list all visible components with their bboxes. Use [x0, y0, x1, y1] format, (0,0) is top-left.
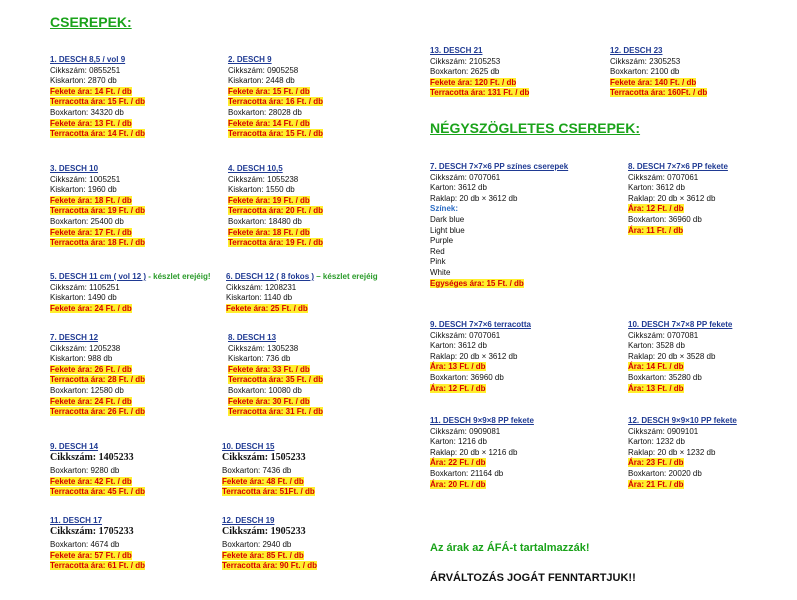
black-price: Fekete ára: 15 Ft. / db — [228, 86, 310, 96]
product-title[interactable]: 10. DESCH 15 — [222, 442, 275, 451]
price-box: Ára: 11 Ft. / db — [628, 225, 684, 235]
terracotta-price: Terracotta ára: 28 Ft. / db — [50, 375, 145, 385]
small-carton: Kiskarton: 1140 db — [226, 293, 293, 303]
article-number: Cikkszám: 1105251 — [50, 282, 120, 292]
box-carton: Boxkarton: 35280 db — [628, 372, 702, 382]
article-number: Cikkszám: 1005251 — [50, 174, 121, 184]
black-price-box: Fekete ára: 30 Ft. / db — [228, 396, 310, 406]
black-price: Fekete ára: 24 Ft. / db — [50, 303, 132, 313]
small-carton: Kiskarton: 2870 db — [50, 76, 117, 86]
color-item: Purple — [430, 236, 454, 246]
article-number: Cikkszám: 0707081 — [628, 330, 699, 340]
terracotta-price-box: Terracotta ára: 19 Ft. / db — [228, 238, 323, 248]
product-square-10-black — [628, 320, 732, 394]
stock-note: - készlet erejéig! — [146, 272, 211, 281]
unit-price: Egységes ára: 15 Ft. / db — [430, 278, 524, 288]
article-number: Cikkszám: 1505233 — [222, 451, 306, 463]
heading-negyszogletes: NÉGYSZÖGLETES CSEREPEK: — [430, 120, 641, 136]
terracotta-price: Terracotta ára: 20 Ft. / db — [228, 206, 323, 216]
product-square-11-black — [430, 416, 534, 490]
box-carton: Boxkarton: 9280 db — [50, 466, 120, 476]
small-carton: Kiskarton: 1490 db — [50, 293, 117, 303]
small-carton: Kiskarton: 988 db — [50, 354, 113, 364]
carton: Karton: 3528 db — [628, 341, 685, 351]
article-number: Cikkszám: 2305253 — [610, 56, 681, 66]
product-square-9-terracotta — [430, 320, 531, 394]
pallet: Raklap: 20 db × 1216 db — [430, 447, 518, 457]
product-desch-13 — [228, 333, 323, 418]
carton: Karton: 1232 db — [628, 437, 685, 447]
black-price: Fekete ára: 19 Ft. / db — [228, 195, 310, 205]
price-box: Ára: 21 Ft. / db — [628, 479, 684, 489]
product-title[interactable]: 9. DESCH 14 — [50, 442, 99, 451]
pallet: Raklap: 20 db × 1232 db — [628, 447, 716, 457]
black-price: Fekete ára: 14 Ft. / db — [50, 86, 132, 96]
product-square-7-colored — [430, 162, 568, 289]
black-price-box: Fekete ára: 24 Ft. / db — [50, 396, 132, 406]
price-box: Ára: 12 Ft. / db — [430, 383, 486, 393]
color-item: Pink — [430, 257, 446, 267]
product-title[interactable]: 1. DESCH 8,5 / vol 9 — [50, 55, 126, 64]
black-price: Fekete ára: 120 Ft. / db — [430, 77, 517, 87]
box-carton: Boxkarton: 2100 db — [610, 67, 680, 77]
article-number: Cikkszám: 1208231 — [226, 282, 297, 292]
product-title[interactable]: 12. DESCH 23 — [610, 46, 663, 55]
product-square-12-black — [628, 416, 737, 490]
product-desch-17 — [50, 516, 145, 572]
article-number: Cikkszám: 1905233 — [222, 525, 306, 537]
article-number: Cikkszám: 0905258 — [228, 65, 299, 75]
product-title[interactable]: 11. DESCH 9×9×8 PP fekete — [430, 416, 534, 425]
product-title[interactable]: 11. DESCH 17 — [50, 516, 103, 525]
article-number: Cikkszám: 1205238 — [50, 343, 121, 353]
product-title[interactable]: 4. DESCH 10,5 — [228, 164, 283, 173]
black-price-box: Fekete ára: 13 Ft. / db — [50, 118, 132, 128]
price: Ára: 13 Ft. / db — [430, 362, 486, 372]
terracotta-price-box: Terracotta ára: 31 Ft. / db — [228, 407, 323, 417]
product-desch-10-5 — [228, 164, 323, 249]
product-title[interactable]: 12. DESCH 9×9×10 PP fekete — [628, 416, 737, 425]
product-desch-12-8-fokos — [226, 272, 378, 314]
terracotta-price-box: Terracotta ára: 26 Ft. / db — [50, 407, 145, 417]
box-carton: Boxkarton: 2625 db — [430, 67, 500, 77]
product-desch-14 — [50, 442, 145, 498]
small-carton: Kiskarton: 1960 db — [50, 185, 117, 195]
carton: Karton: 1216 db — [430, 437, 487, 447]
carton: Karton: 3612 db — [430, 183, 487, 193]
small-carton: Kiskarton: 1550 db — [228, 185, 295, 195]
price-box: Ára: 13 Ft. / db — [628, 383, 684, 393]
product-desch-23 — [610, 46, 707, 99]
product-title[interactable]: 8. DESCH 7×7×6 PP fekete — [628, 162, 728, 171]
colors-label: Színek: — [430, 204, 459, 214]
product-title[interactable]: 13. DESCH 21 — [430, 46, 483, 55]
terracotta-price: Terracotta ára: 35 Ft. / db — [228, 375, 323, 385]
product-desch-12 — [50, 333, 145, 418]
color-item: Red — [430, 246, 445, 256]
product-square-8-black — [628, 162, 728, 236]
price: Ára: 12 Ft. / db — [628, 204, 684, 214]
product-desch-19 — [222, 516, 317, 572]
box-carton: Boxkarton: 10080 db — [228, 385, 302, 395]
product-title[interactable]: 10. DESCH 7×7×8 PP fekete — [628, 320, 733, 329]
black-price: Fekete ára: 48 Ft. / db — [222, 476, 304, 486]
article-number: Cikkszám: 0909101 — [628, 426, 699, 436]
product-title[interactable]: 2. DESCH 9 — [228, 55, 272, 64]
terracotta-price: Terracotta ára: 19 Ft. / db — [50, 206, 145, 216]
terracotta-price: Terracotta ára: 61 Ft. / db — [50, 561, 145, 571]
product-desch-8-5 — [50, 55, 145, 140]
terracotta-price: Terracotta ára: 51Ft. / db — [222, 487, 315, 497]
article-number: Cikkszám: 2105253 — [430, 56, 501, 66]
box-carton: Boxkarton: 4674 db — [50, 540, 120, 550]
product-title[interactable]: 7. DESCH 7×7×6 PP színes cserepek — [430, 162, 569, 171]
price: Ára: 23 Ft. / db — [628, 458, 684, 468]
product-desch-15 — [222, 442, 315, 498]
terracotta-price: Terracotta ára: 131 Ft. / db — [430, 88, 530, 98]
product-title[interactable]: 7. DESCH 12 — [50, 333, 99, 342]
black-price-box: Fekete ára: 18 Ft. / db — [228, 227, 310, 237]
small-carton: Kiskarton: 736 db — [228, 354, 291, 364]
article-number: Cikkszám: 1305238 — [228, 343, 299, 353]
color-item: Dark blue — [430, 214, 465, 224]
box-carton: Boxkarton: 7436 db — [222, 466, 292, 476]
product-title[interactable]: 9. DESCH 7×7×6 terracotta — [430, 320, 531, 329]
pallet: Raklap: 20 db × 3612 db — [430, 351, 518, 361]
article-number: Cikkszám: 0707061 — [430, 330, 501, 340]
product-title[interactable]: 5. DESCH 11 cm ( vol 12 ) — [50, 272, 147, 281]
box-carton: Boxkarton: 21164 db — [430, 468, 504, 478]
terracotta-price-box: Terracotta ára: 14 Ft. / db — [50, 129, 145, 139]
price: Ára: 22 Ft. / db — [430, 458, 486, 468]
terracotta-price: Terracotta ára: 16 Ft. / db — [228, 97, 323, 107]
product-title[interactable]: 3. DESCH 10 — [50, 164, 99, 173]
black-price: Fekete ára: 18 Ft. / db — [50, 195, 132, 205]
box-carton: Boxkarton: 36960 db — [430, 372, 504, 382]
carton: Karton: 3612 db — [430, 341, 487, 351]
black-price-box: Fekete ára: 14 Ft. / db — [228, 118, 310, 128]
stock-note: – készlet erejéig — [314, 272, 378, 281]
price-box: Ára: 20 Ft. / db — [430, 479, 486, 489]
article-number: Cikkszám: 0855251 — [50, 65, 121, 75]
black-price: Fekete ára: 33 Ft. / db — [228, 364, 310, 374]
box-carton: Boxkarton: 12580 db — [50, 385, 124, 395]
product-desch-9 — [228, 55, 323, 140]
terracotta-price-box: Terracotta ára: 18 Ft. / db — [50, 238, 145, 248]
black-price: Fekete ára: 85 Ft. / db — [222, 550, 304, 560]
black-price: Fekete ára: 25 Ft. / db — [226, 303, 308, 313]
carton: Karton: 3612 db — [628, 183, 685, 193]
article-number: Cikkszám: 0909081 — [430, 426, 501, 436]
vat-note: Az árak az ÁFÁ-t tartalmazzák! — [430, 542, 590, 554]
terracotta-price: Terracotta ára: 160Ft. / db — [610, 88, 708, 98]
pallet: Raklap: 20 db × 3612 db — [430, 193, 518, 203]
terracotta-price: Terracotta ára: 90 Ft. / db — [222, 561, 317, 571]
small-carton: Kiskarton: 2448 db — [228, 76, 295, 86]
black-price: Fekete ára: 42 Ft. / db — [50, 476, 132, 486]
box-carton: Boxkarton: 25400 db — [50, 216, 124, 226]
black-price-box: Fekete ára: 17 Ft. / db — [50, 227, 132, 237]
pallet: Raklap: 20 db × 3528 db — [628, 351, 716, 361]
color-item: White — [430, 267, 451, 277]
box-carton: Boxkarton: 2940 db — [222, 540, 292, 550]
article-number: Cikkszám: 1405233 — [50, 451, 134, 463]
box-carton: Boxkarton: 28028 db — [228, 107, 302, 117]
product-title[interactable]: 6. DESCH 12 ( 8 fokos ) — [226, 272, 315, 281]
product-title[interactable]: 12. DESCH 19 — [222, 516, 275, 525]
article-number: Cikkszám: 1705233 — [50, 525, 134, 537]
pallet: Raklap: 20 db × 3612 db — [628, 193, 716, 203]
product-desch-21 — [430, 46, 529, 99]
product-title[interactable]: 8. DESCH 13 — [228, 333, 277, 342]
article-number: Cikkszám: 0707061 — [430, 172, 501, 182]
black-price: Fekete ára: 57 Ft. / db — [50, 550, 132, 560]
article-number: Cikkszám: 0707061 — [628, 172, 699, 182]
color-item: Light blue — [430, 225, 465, 235]
black-price: Fekete ára: 140 Ft. / db — [610, 77, 697, 87]
product-desch-10 — [50, 164, 145, 249]
article-number: Cikkszám: 1055238 — [228, 174, 299, 184]
terracotta-price: Terracotta ára: 15 Ft. / db — [50, 97, 145, 107]
box-carton: Boxkarton: 18480 db — [228, 216, 302, 226]
heading-cserepek: CSEREPEK: — [50, 14, 132, 30]
product-desch-11 — [50, 272, 211, 314]
terracotta-price-box: Terracotta ára: 15 Ft. / db — [228, 129, 323, 139]
box-carton: Boxkarton: 34320 db — [50, 107, 124, 117]
terracotta-price: Terracotta ára: 45 Ft. / db — [50, 487, 145, 497]
price: Ára: 14 Ft. / db — [628, 362, 684, 372]
box-carton: Boxkarton: 20020 db — [628, 468, 702, 478]
price-change-note: ÁRVÁLTOZÁS JOGÁT FENNTARTJUK!! — [430, 572, 636, 584]
black-price: Fekete ára: 26 Ft. / db — [50, 364, 132, 374]
box-carton: Boxkarton: 36960 db — [628, 214, 702, 224]
